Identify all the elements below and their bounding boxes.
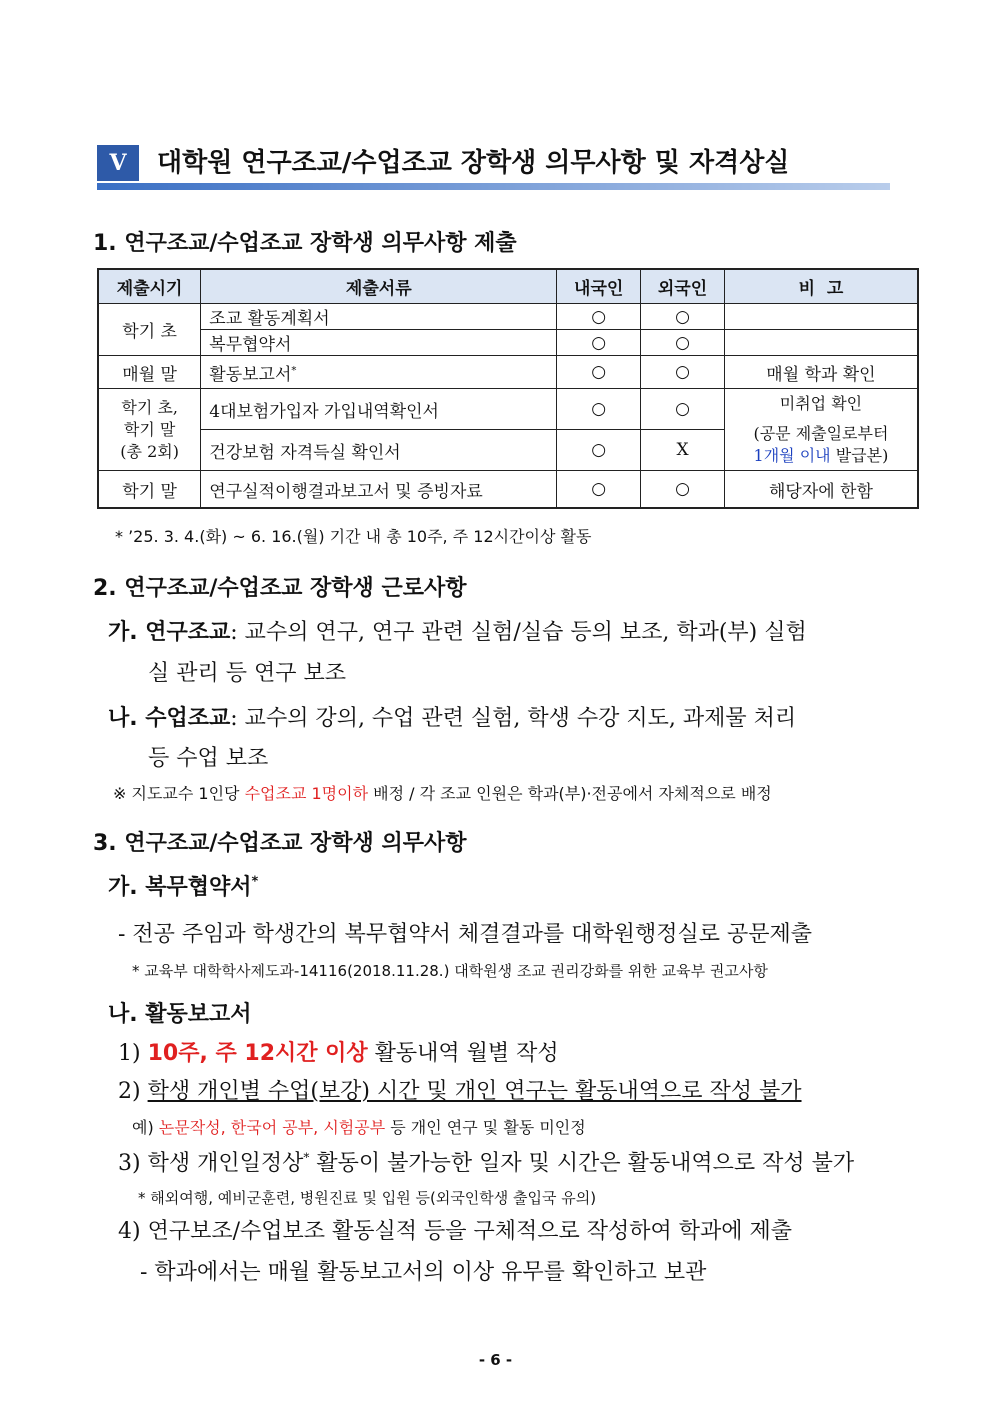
cell-domestic: ○ [557,430,641,471]
col-header-foreign: 외국인 [641,269,725,304]
subheading-report: 나. 활동보고서 [108,1002,252,1027]
cell-doc: 조교 활동계획서 [201,304,557,330]
cell-remarks [724,330,918,356]
cell-domestic: ○ [557,389,641,430]
cell-remarks: 해당자에 한함 [724,471,918,509]
cell-doc: 건강보험 자격득실 확인서 [201,430,557,471]
agreement-item: - 전공 주임과 학생간의 복무협약서 체결결과를 대학원행정실로 공문제출 [118,922,812,947]
cell-doc: 복무협약서 [201,330,557,356]
subheading-agreement: 가. 복무협약서* [108,874,259,900]
section-header [97,145,890,189]
cell-foreign: ○ [641,471,725,509]
table-row [98,389,918,430]
report-item-2: 2) 학생 개인별 수업(보강) 시간 및 개인 연구는 활동내역으로 작성 불가 [118,1079,802,1104]
col-header-docs: 제출서류 [201,269,557,304]
submission-table [97,268,919,509]
col-header-domestic: 내국인 [557,269,641,304]
report-item-4-sub: - 학과에서는 매월 활동보고서의 이상 유무를 확인하고 보관 [140,1260,707,1285]
cell-period: 학기 초 [98,304,201,356]
table-row [98,330,918,356]
cell-foreign: ○ [641,304,725,330]
page-number: - 6 - [478,1351,513,1369]
cell-foreign: X [641,430,725,471]
cell-domestic: ○ [557,330,641,356]
table-row [98,471,918,509]
agreement-note: * 교육부 대학학사제도과-14116(2018.11.28.) 대학원생 조교 권리강화를 위한 교육부 권고사항 [132,962,768,980]
teaching-assistant-line2: 등 수업 보조 [148,746,269,771]
section-underline [97,183,890,190]
table-row [98,304,918,330]
cell-domestic: ○ [557,304,641,330]
col-header-remarks: 비 고 [724,269,918,304]
assignment-note: ※ 지도교수 1인당 수업조교 1명이하 배정 / 각 조교 인원은 학과(부)·전공에서 자체적으로 배정 [113,784,772,803]
cell-domestic: ○ [557,471,641,509]
cell-doc: 4대보험가입자 가입내역확인서 [201,389,557,430]
cell-foreign: ○ [641,356,725,389]
table-header-row [98,269,918,304]
cell-remarks [724,304,918,330]
cell-foreign: ○ [641,389,725,430]
report-item-1: 1) 10주, 주 12시간 이상 활동내역 월별 작성 [118,1041,559,1066]
cell-period: 매월 말 [98,356,201,389]
research-assistant-line2: 실 관리 등 연구 보조 [148,661,346,686]
col-header-period: 제출시기 [98,269,201,304]
report-item-2-note: 예) 논문작성, 한국어 공부, 시험공부 등 개인 연구 및 활동 미인정 [132,1118,586,1137]
heading-1: 1. 연구조교/수업조교 장학생 의무사항 제출 [93,231,517,256]
cell-doc: 활동보고서* [201,356,557,389]
heading-3: 3. 연구조교/수업조교 장학생 의무사항 [93,831,467,856]
teaching-assistant-line1: 나. 수업조교: 교수의 강의, 수업 관련 실험, 학생 수강 지도, 과제물 처리 [108,706,797,731]
report-item-4: 4) 연구보조/수업보조 활동실적 등을 구체적으로 작성하여 학과에 제출 [118,1219,793,1244]
cell-period: 학기 말 [98,471,201,509]
table-footnote: * ’25. 3. 4.(화) ~ 6. 16.(월) 기간 내 총 10주, 주 12시간이상 활동 [115,527,592,546]
cell-foreign: ○ [641,330,725,356]
section-number-badge: Ⅴ [97,145,139,181]
cell-period: 학기 초, 학기 말 (총 2회) [98,389,201,471]
report-item-3-note: * 해외여행, 예비군훈련, 병원진료 및 입원 등(외국인학생 출입국 유의) [138,1189,597,1207]
cell-doc: 연구실적이행결과보고서 및 증빙자료 [201,471,557,509]
cell-remarks: 매월 학과 확인 [724,356,918,389]
section-title: 대학원 연구조교/수업조교 장학생 의무사항 및 자격상실 [157,148,790,178]
research-assistant-line1: 가. 연구조교: 교수의 연구, 연구 관련 실험/실습 등의 보조, 학과(부) 실험 [108,620,807,645]
report-item-3: 3) 학생 개인일정상* 활동이 불가능한 일자 및 시간은 활동내역으로 작성 불가 [118,1150,855,1176]
heading-2: 2. 연구조교/수업조교 장학생 근로사항 [93,576,467,601]
cell-domestic: ○ [557,356,641,389]
table-row [98,356,918,389]
cell-remarks: 미취업 확인 (공문 제출일로부터 1개월 이내 발급본) [724,389,918,471]
